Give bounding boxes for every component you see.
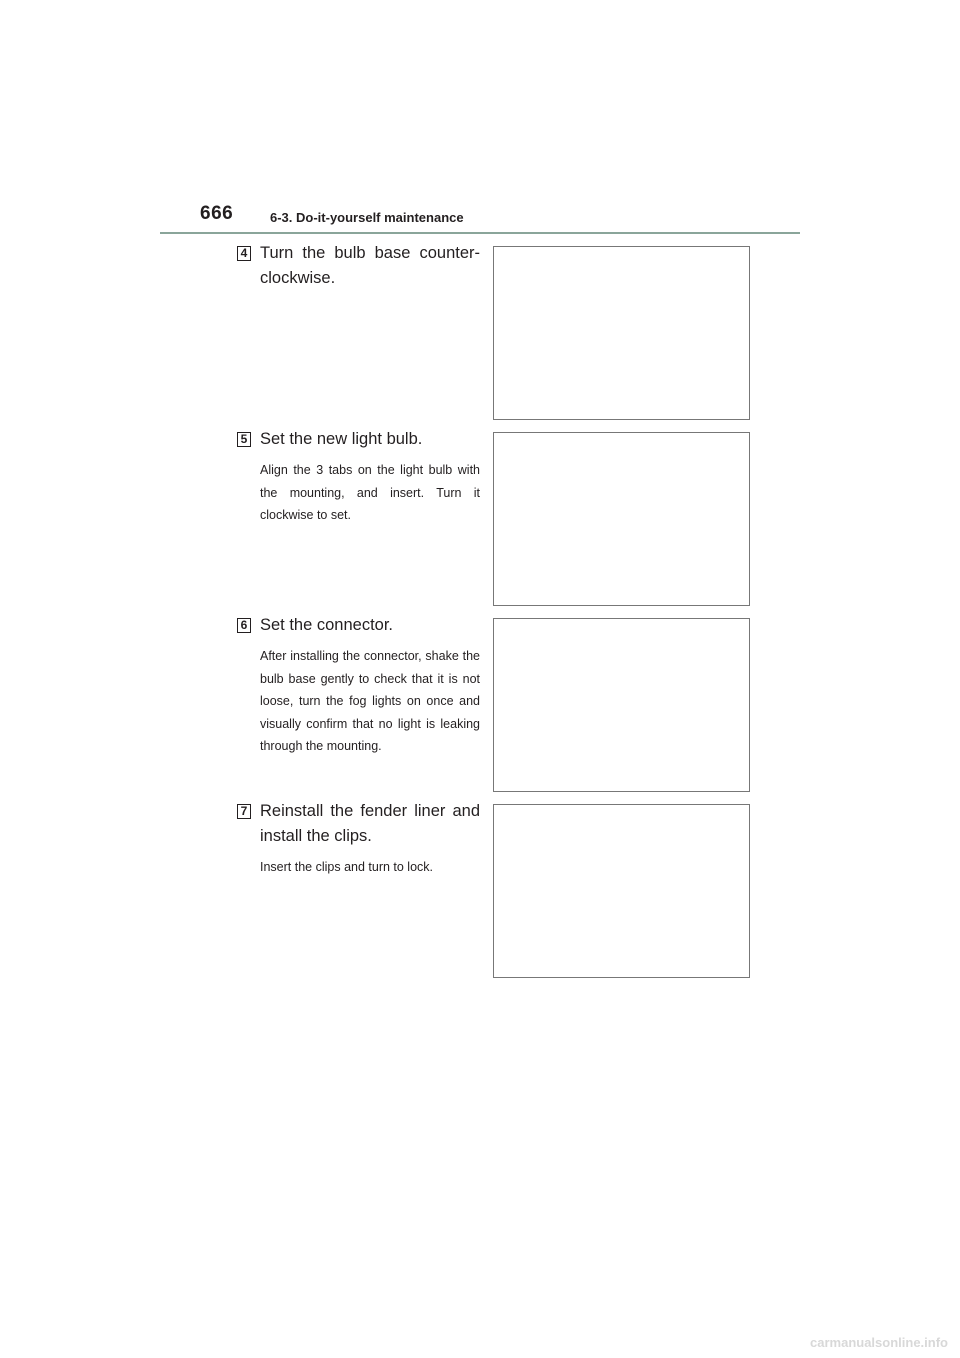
step-6-description: After installing the connector, shake the bulb base gently to check that it is not loose, turn the fog lights on once and visually confirm that no light is leaking through the mounting. — [260, 649, 480, 753]
step-5-title: Set the new light bulb. — [260, 430, 423, 448]
page-number: 666 — [200, 203, 234, 224]
step-4-title: Turn the bulb base counter-clockwise. — [260, 244, 480, 287]
header-rule — [160, 232, 800, 234]
step-6-title: Set the connector. — [260, 616, 394, 634]
step-5-description: Align the 3 tabs on the light bulb with the mounting, and insert. Turn it clockwise to set. — [260, 463, 480, 522]
step-6-number: 6 — [237, 618, 251, 633]
section-title: 6-3. Do-it-yourself maintenance — [270, 210, 464, 225]
footer-watermark: carmanualsonline.info — [810, 1335, 948, 1350]
step-5-illustration — [493, 432, 750, 606]
step-7-number: 7 — [237, 804, 251, 819]
step-4-number: 4 — [237, 246, 251, 261]
step-4-illustration — [493, 246, 750, 420]
page-header — [160, 198, 800, 238]
step-7-description: Insert the clips and turn to lock. — [260, 860, 434, 874]
step-7-illustration — [493, 804, 750, 978]
step-6-illustration — [493, 618, 750, 792]
step-7-title: Reinstall the fender liner and install the clips. — [260, 802, 480, 845]
step-5-number: 5 — [237, 432, 251, 447]
